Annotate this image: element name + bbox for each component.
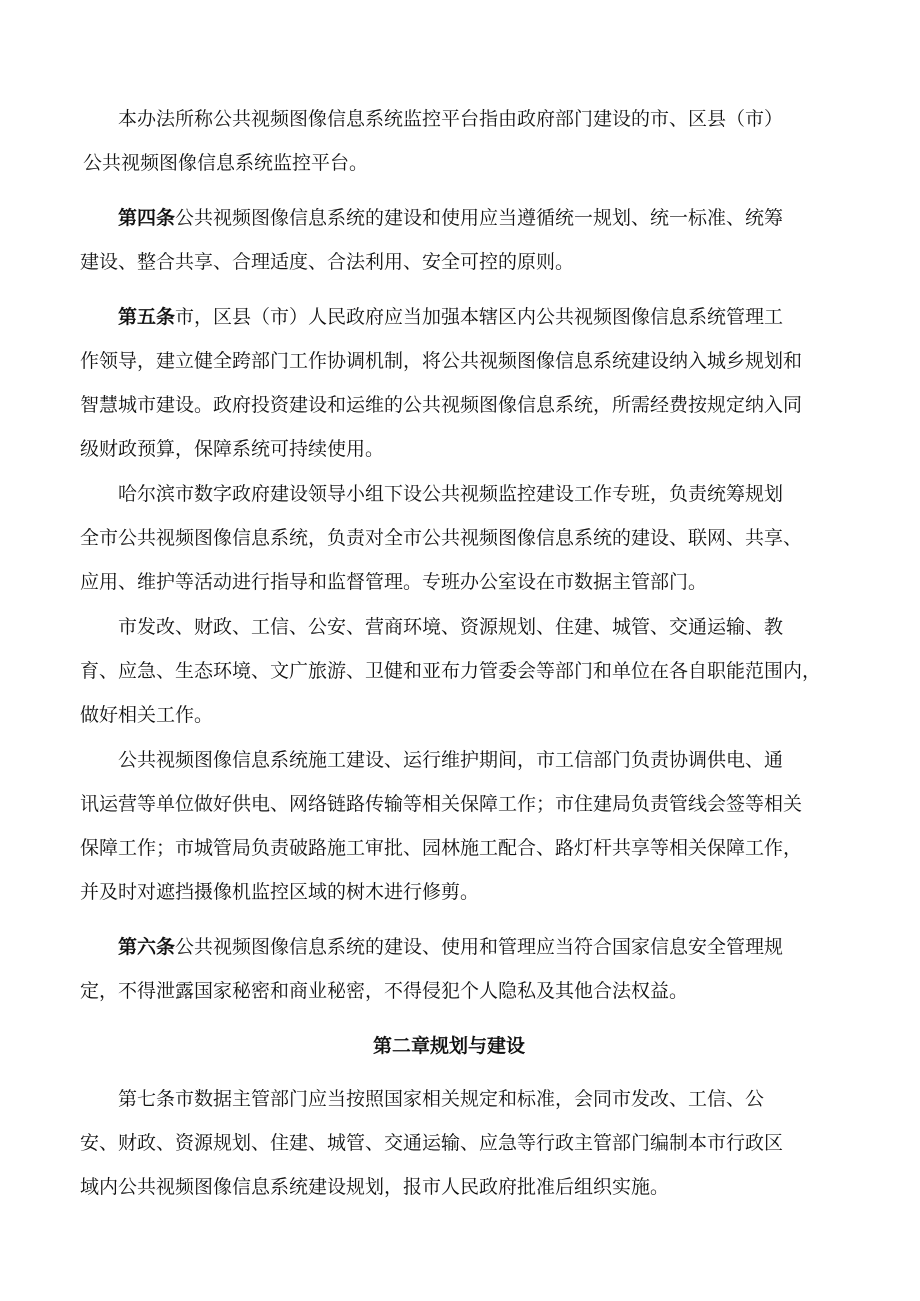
paragraph-line: 保障工作；市城管局负责破路施工审批、园林施工配合、路灯杆共享等相关保障工作， [80, 837, 803, 859]
paragraph-line: 应用、维护等活动进行指导和监督管理。专班办公室设在市数据主管部门。 [80, 571, 708, 593]
paragraph-line: 育、应急、生态环境、文广旅游、卫健和亚布力管委会等部门和单位在各自职能范围内， [80, 660, 822, 682]
paragraph-line: 本办法所称公共视频图像信息系统监控平台指由政府部门建设的市、区县（市） [118, 108, 784, 130]
article-label: 第六条 [118, 936, 176, 958]
article-text: 公共视频图像信息系统的建设和使用应当遵循统一规划、统一标准、统筹 [175, 207, 784, 229]
paragraph-line: 做好相关工作。 [80, 704, 214, 726]
paragraph-line: 定，不得泄露国家秘密和商业秘密，不得侵犯个人隐私及其他合法权益。 [80, 980, 689, 1002]
paragraph-line: 讯运营等单位做好供电、网络链路传输等相关保障工作；市住建局负责管线会签等相关 [80, 793, 803, 815]
paragraph-line: 哈尔滨市数字政府建设领导小组下设公共视频监控建设工作专班，负责统筹规划 [118, 483, 784, 505]
article-4-line [118, 205, 783, 231]
article-label: 第五条 [118, 306, 176, 328]
paragraph-line: 公共视频图像信息系统施工建设、运行维护期间，市工信部门负责协调供电、通 [118, 749, 784, 771]
paragraph-line: 并及时对遮挡摄像机监控区域的树木进行修剪。 [80, 881, 480, 903]
article-text: 市，区县（市）人民政府应当加强本辖区内公共视频图像信息系统管理工 [175, 306, 784, 328]
paragraph-line: 第七条市数据主管部门应当按照国家相关规定和标准，会同市发改、工信、公 [118, 1088, 765, 1110]
chapter-heading: 第二章规划与建设 [373, 1035, 526, 1057]
paragraph-line: 级财政预算，保障系统可持续使用。 [80, 438, 385, 460]
article-label: 第四条 [118, 207, 176, 229]
article-text: 公共视频图像信息系统的建设、使用和管理应当符合国家信息安全管理规 [175, 936, 784, 958]
paragraph-line: 作领导，建立健全跨部门工作协调机制，将公共视频图像信息系统建设纳入城乡规划和 [80, 350, 803, 372]
paragraph-line: 建设、整合共享、合理适度、合法利用、安全可控的原则。 [80, 251, 575, 273]
paragraph-line: 市发改、财政、工信、公安、营商环境、资源规划、住建、城管、交通运输、教 [118, 616, 784, 638]
paragraph-line: 域内公共视频图像信息系统建设规划，报市人民政府批准后组织实施。 [80, 1176, 670, 1198]
paragraph-line: 智慧城市建设。政府投资建设和运维的公共视频图像信息系统，所需经费按规定纳入同 [80, 394, 803, 416]
paragraph-line: 全市公共视频图像信息系统，负责对全市公共视频图像信息系统的建设、联网、共享、 [80, 527, 803, 549]
article-6-line [118, 934, 783, 960]
paragraph-line: 公共视频图像信息系统监控平台。 [83, 152, 369, 174]
article-5-line [118, 304, 783, 330]
paragraph-line: 安、财政、资源规划、住建、城管、交通运输、应急等行政主管部门编制本市行政区 [80, 1132, 784, 1154]
